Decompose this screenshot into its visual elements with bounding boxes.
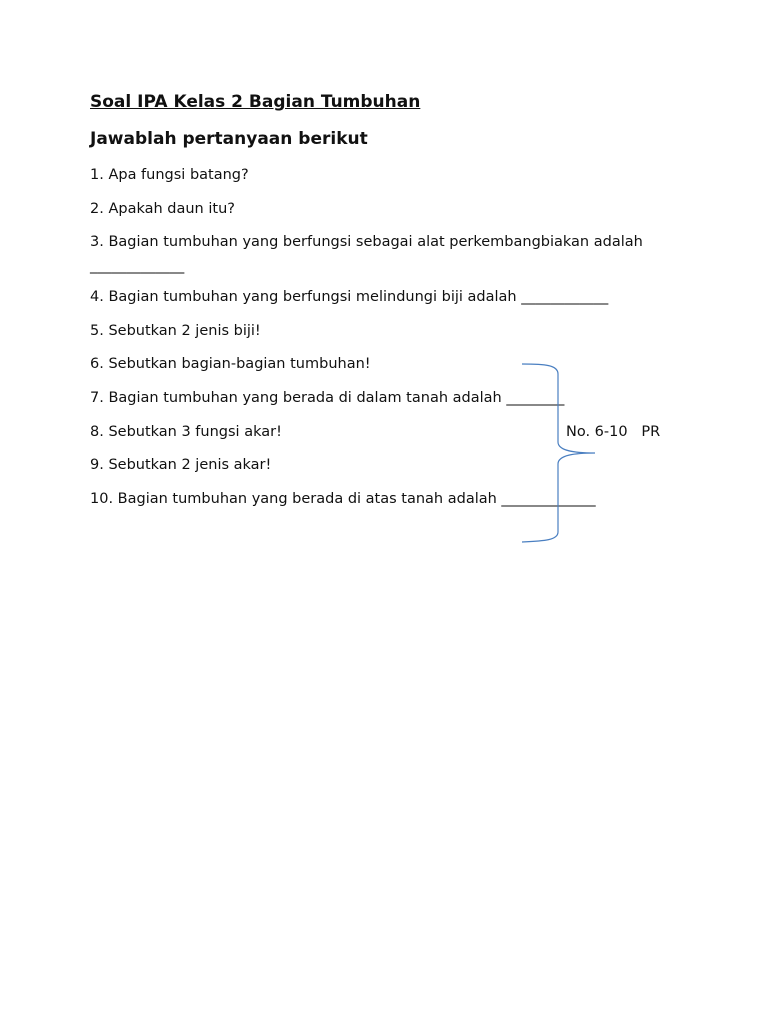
right-curly-brace [515, 358, 605, 548]
question-8: 8. Sebutkan 3 fungsi akar! [90, 424, 282, 440]
question-3: 3. Bagian tumbuhan yang berfungsi sebagai alat perkembangbiakan adalah [90, 234, 643, 250]
question-5: 5. Sebutkan 2 jenis biji! [90, 323, 261, 339]
question-10: 10. Bagian tumbuhan yang berada di atas tanah adalah _____________ [90, 491, 596, 507]
question-7: 7. Bagian tumbuhan yang berada di dalam tanah adalah ________ [90, 390, 565, 406]
question-1: 1. Apa fungsi batang? [90, 167, 249, 183]
document-title: Soal IPA Kelas 2 Bagian Tumbuhan [90, 92, 421, 112]
homework-note: No. 6-10 PR [566, 424, 661, 440]
question-4: 4. Bagian tumbuhan yang berfungsi melindungi biji adalah ____________ [90, 289, 609, 305]
instruction-heading: Jawablah pertanyaan berikut [90, 129, 368, 149]
question-6: 6. Sebutkan bagian-bagian tumbuhan! [90, 356, 371, 372]
question-9: 9. Sebutkan 2 jenis akar! [90, 457, 272, 473]
question-2: 2. Apakah daun itu? [90, 201, 235, 217]
question-3-answer-line: _____________ [90, 258, 185, 274]
